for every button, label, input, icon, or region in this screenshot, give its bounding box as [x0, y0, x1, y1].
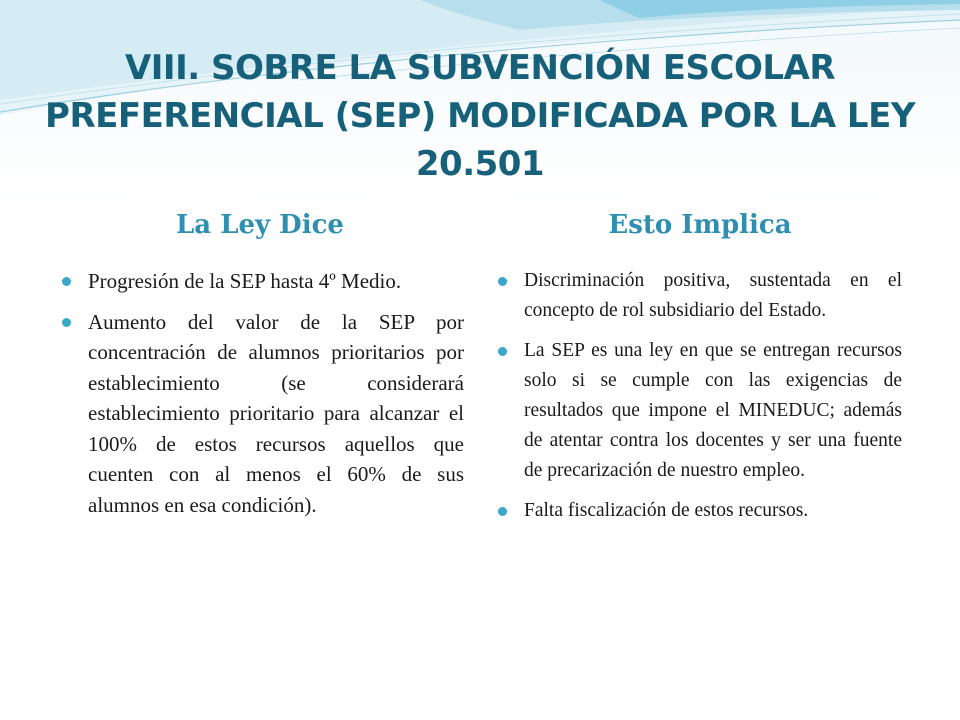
left-column-list	[62, 266, 464, 530]
list-item	[498, 496, 902, 526]
list-item-text: Falta fiscalización de estos recursos.	[524, 500, 809, 521]
bullet-dot-icon	[62, 277, 71, 286]
bullet-dot-icon	[498, 507, 507, 516]
list-item-text: La SEP es una ley en que se entregan recursos solo si se cumple con las exigencias de resultados que impone el MINEDUC; además de atentar contra los docentes y ser una fuente de precarización de nuestro empleo.	[524, 340, 902, 481]
list-item	[62, 266, 464, 297]
right-column-list	[498, 266, 902, 536]
list-item-text: Aumento del valor de la SEP por concentración de alumnos prioritarios por establecimiento (se considerará establecimiento prioritario para alcanzar el 100% de estos recursos aquellos que cuenten con al menos el 60% de sus alumnos en esa condición).	[88, 309, 464, 517]
right-column-heading: Esto Implica	[608, 210, 792, 240]
left-column-heading: La Ley Dice	[176, 210, 344, 240]
list-item	[498, 266, 902, 326]
list-item-text: Discriminación positiva, sustentada en el concepto de rol subsidiario del Estado.	[524, 270, 902, 321]
bullet-dot-icon	[498, 347, 507, 356]
bullet-dot-icon	[498, 277, 507, 286]
list-item	[62, 307, 464, 521]
slide-title: VIII. SOBRE LA SUBVENCIÓN ESCOLAR PREFERENCIAL (SEP) MODIFICADA POR LA LEY 20.501	[45, 48, 915, 184]
list-item	[498, 336, 902, 486]
bullet-dot-icon	[62, 318, 71, 327]
list-item-text: Progresión de la SEP hasta 4º Medio.	[88, 269, 402, 293]
